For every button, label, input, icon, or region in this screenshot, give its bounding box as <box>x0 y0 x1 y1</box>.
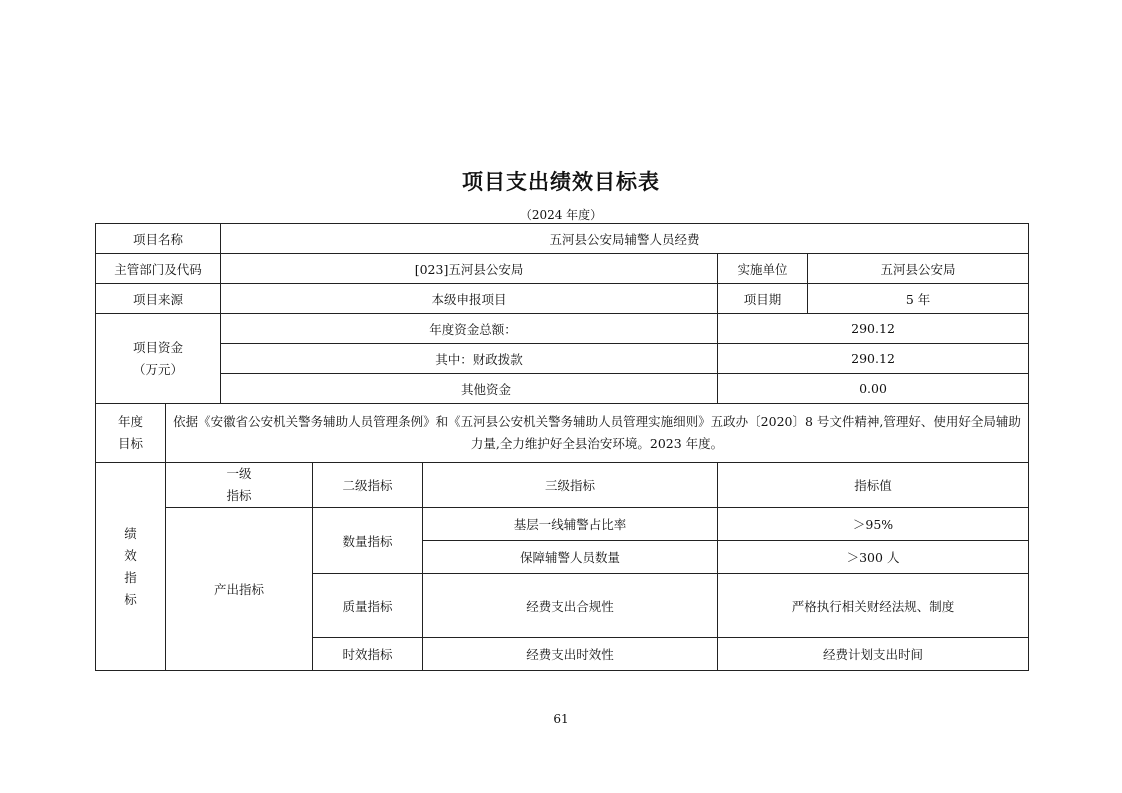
funds-other-value: 0.00 <box>718 374 1029 404</box>
goal-label-line1: 年度 <box>117 414 143 429</box>
level3-cell: 经费支出时效性 <box>423 638 718 671</box>
value-cell: ＞300 人 <box>718 541 1029 574</box>
funds-label <box>96 314 221 404</box>
page-number: 61 <box>553 712 569 726</box>
value-cell: ＞95% <box>718 508 1029 541</box>
row-funds-other <box>96 374 1029 404</box>
row-source <box>96 284 1029 314</box>
level3-cell: 经费支出合规性 <box>423 574 718 638</box>
funds-label-line1: 项目资金 <box>133 339 184 355</box>
impl-unit-value: 五河县公安局 <box>808 254 1029 284</box>
funds-other-label: 其他资金 <box>221 374 718 404</box>
impl-unit-label: 实施单位 <box>718 254 808 284</box>
value-cell: 严格执行相关财经法规、制度 <box>718 574 1029 638</box>
header-level2: 二级指标 <box>313 463 423 508</box>
project-name-label: 项目名称 <box>96 224 221 254</box>
level2-quality: 质量指标 <box>313 574 423 638</box>
funds-fiscal-label: 其中：财政拨款 <box>221 344 718 374</box>
period-label: 项目期 <box>718 284 808 314</box>
source-label: 项目来源 <box>96 284 221 314</box>
period-value: 5 年 <box>808 284 1029 314</box>
source-value: 本级申报项目 <box>221 284 718 314</box>
project-name-value: 五河县公安局辅警人员经费 <box>221 224 1029 254</box>
department-label: 主管部门及代码 <box>96 254 221 284</box>
indicator-char-2: 效 <box>124 547 137 563</box>
row-funds-fiscal <box>96 344 1029 374</box>
value-cell: 经费计划支出时间 <box>718 638 1029 671</box>
goal-label <box>96 404 166 463</box>
funds-total-label: 年度资金总额： <box>221 314 718 344</box>
funds-fiscal-value: 290.12 <box>718 344 1029 374</box>
indicator-char-1: 绩 <box>124 525 137 541</box>
table-row <box>96 508 1029 541</box>
performance-table <box>95 223 1029 671</box>
header-level1-line2: 指标 <box>226 488 252 503</box>
row-department <box>96 254 1029 284</box>
level2-timeliness: 时效指标 <box>313 638 423 671</box>
level3-cell: 保障辅警人员数量 <box>423 541 718 574</box>
goal-text: 依据《安徽省公安机关警务辅助人员管理条例》和《五河县公安机关警务辅助人员管理实施细则》五政办〔2020〕8 号文件精神,管理好、使用好全局辅助力量,全力维护好全县治安环境。2023 年度。 <box>166 404 1029 463</box>
row-annual-goal <box>96 404 1029 463</box>
header-level1 <box>166 463 313 508</box>
indicator-section-label <box>96 463 166 671</box>
header-level3: 三级指标 <box>423 463 718 508</box>
goal-label-line2: 目标 <box>117 436 143 451</box>
funds-total-value: 290.12 <box>718 314 1029 344</box>
indicator-char-3: 指 <box>124 569 137 585</box>
row-project-name <box>96 224 1029 254</box>
level3-cell: 基层一线辅警占比率 <box>423 508 718 541</box>
funds-label-line2: （万元） <box>133 361 184 377</box>
row-funds-total <box>96 314 1029 344</box>
row-indicator-header <box>96 463 1029 508</box>
year-label: （2024 年度） <box>519 208 603 222</box>
header-value: 指标值 <box>718 463 1029 508</box>
level1-output: 产出指标 <box>166 508 313 671</box>
department-value: [023]五河县公安局 <box>221 254 718 284</box>
header-level1-line1: 一级 <box>226 466 252 481</box>
indicator-char-4: 标 <box>124 591 137 607</box>
page-title: 项目支出绩效目标表 <box>462 170 660 194</box>
level2-quantity: 数量指标 <box>313 508 423 574</box>
